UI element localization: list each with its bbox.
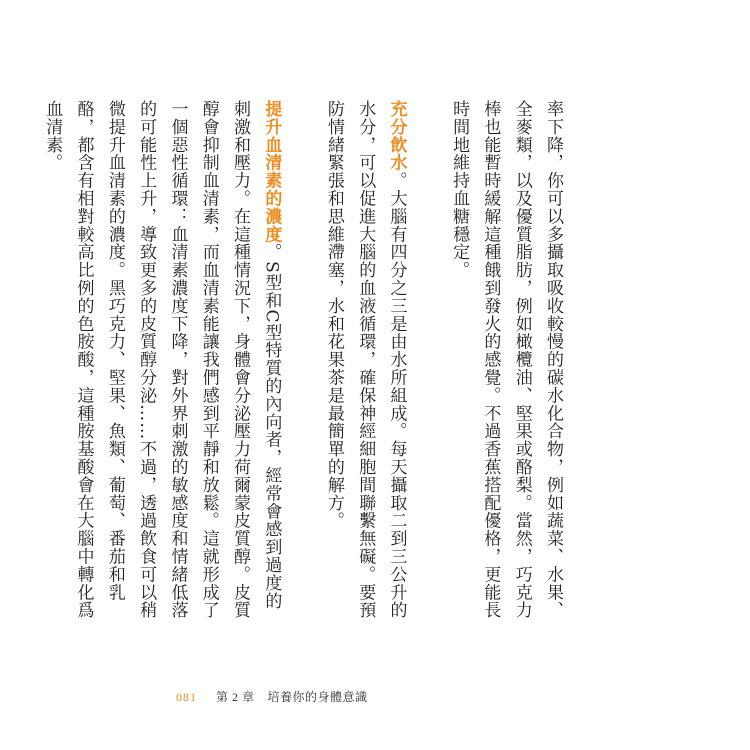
paragraph-text: 。大腦有四分之三是由水所組成。每天攝取二到三公升的水分，可以促進大腦的血液循環，確保神經細胞間聯繫無礙。要預防情緒緊張和思維滯塞，水和花果茶是最簡單的解方。 — [323, 100, 407, 620]
chapter-label: 第 2 章 — [216, 690, 255, 704]
section-heading-serotonin: 提升血清素的濃度 — [261, 100, 282, 244]
paragraph-serotonin — [36, 100, 286, 620]
paragraph-text: 。S型和C型特質的內向者，經常會感到過度的刺激和壓力。在這種情況下，身體會分泌壓力荷爾蒙皮質醇。皮質醇會抑制血清素，而血清素能讓我們感到平靜和放鬆。這就形成了一個惡性循環：血清素濃度下降，對外界刺激的敏感度和情緒低落的可能性上升，導致更多的皮質醇分泌……不過，透過飲食可以稍微提升血清素的濃度。黑巧克力、堅果、魚類、葡萄、番茄和乳酪，都含有相對較高比例的色胺酸，這種胺基酸會在大腦中轉化爲血清素。 — [42, 100, 282, 620]
paragraph-hydration — [318, 100, 412, 620]
page-footer — [176, 688, 368, 705]
paragraph-text: 率下降，你可以多攝取吸收較慢的碳水化合物，例如蔬菜、水果、全麥類，以及優質脂肪，例如橄欖油、堅果或酪梨。當然，巧克力棒也能暫時緩解這種餓到發火的感覺。不過香蕉搭配優格，更能長時間地維持血糖穩定。 — [449, 100, 563, 620]
chapter-title: 培養你的身體意識 — [267, 690, 368, 704]
page-number: 081 — [176, 690, 197, 704]
vertical-text-body — [36, 100, 568, 620]
paragraph-blood-sugar — [443, 100, 568, 620]
section-heading-hydration: 充分飲水 — [386, 100, 407, 172]
